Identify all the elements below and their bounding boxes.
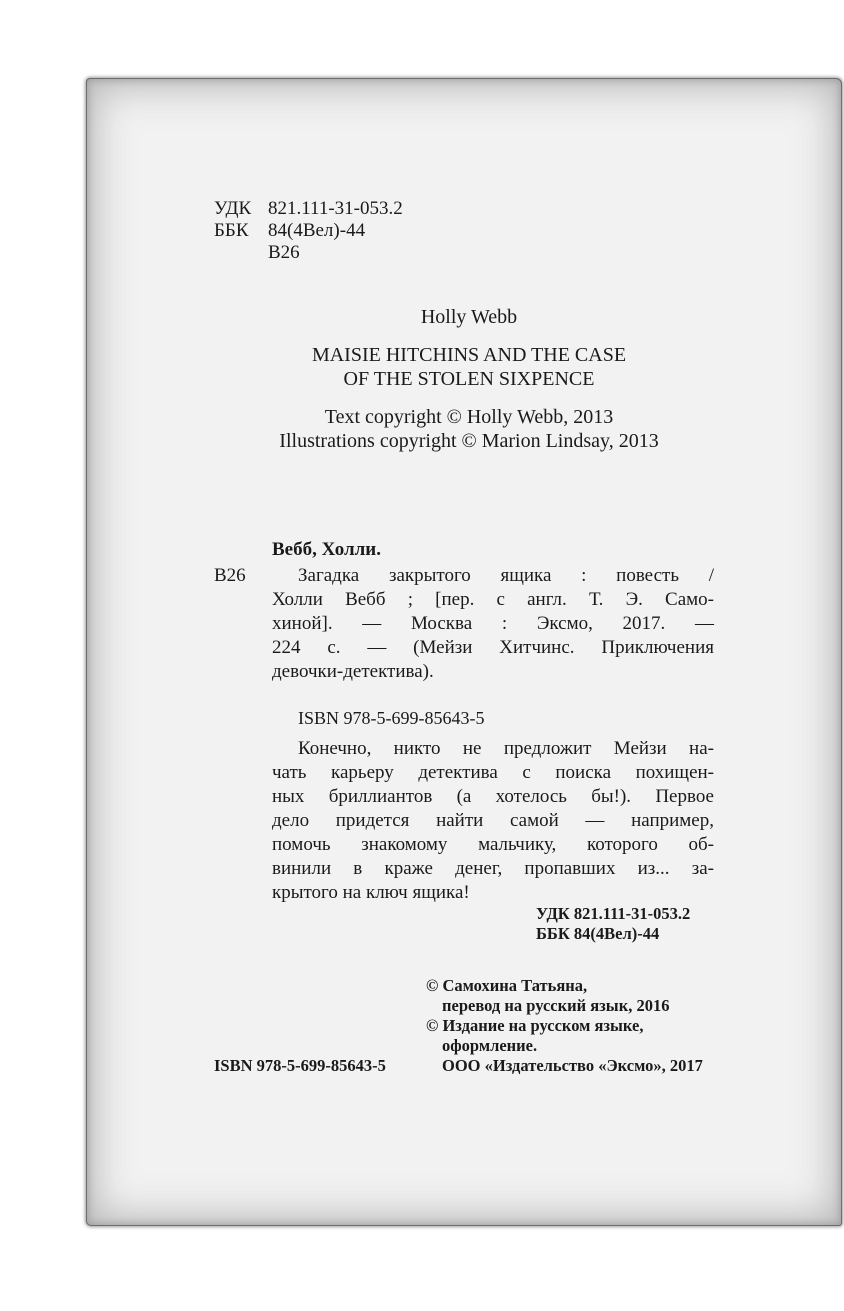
bib-desc-line: девочки-детектива). (272, 661, 434, 682)
annotation-line: чать карьеру детектива с поиска похищен- (272, 762, 714, 783)
copyright-line3: © Издание на русском языке, (426, 1016, 644, 1035)
original-title (214, 343, 724, 391)
bib-heading: Вебб, Холли. (272, 539, 382, 560)
bib-isbn: ISBN 978-5-699-85643-5 (298, 708, 485, 728)
annotation-line: крытого на ключ ящика! (272, 882, 470, 903)
copyright-block (426, 976, 703, 1076)
bib-desc-line: Холли Вебб ; [пер. с англ. Т. Э. Само- (272, 589, 714, 610)
copyright-line2: перевод на русский язык, 2016 (442, 996, 670, 1015)
bib-desc-line: Загадка закрытого ящика : повесть / (298, 565, 714, 586)
bbk-line (214, 220, 403, 242)
udk-label: УДК (214, 198, 252, 219)
isbn-bottom: ISBN 978-5-699-85643-5 (214, 1056, 386, 1075)
udk-line (214, 198, 403, 220)
copyright-line1: © Самохина Татьяна, (426, 976, 588, 995)
classification-top (214, 198, 403, 264)
annotation-line: винили в краже денег, пропавших из... за- (272, 858, 714, 879)
copyright-line4: оформление. (442, 1036, 538, 1055)
bib-sign: В26 (214, 565, 246, 586)
author-sign-line (214, 242, 403, 264)
annotation-line: ных бриллиантов (а хотелось бы!). Первое (272, 786, 714, 807)
annotation-line: помочь знакомому мальчику, которого об- (272, 834, 714, 855)
original-copyright (214, 405, 724, 453)
original-title-line2: OF THE STOLEN SIXPENCE (343, 368, 595, 390)
annotation-line: Конечно, никто не предложит Мейзи на- (298, 738, 714, 759)
classification-bottom (536, 904, 690, 944)
author-sign: В26 (268, 242, 300, 263)
original-author: Holly Webb (420, 306, 518, 328)
copyright-illustrations: Illustrations copyright © Marion Lindsay, 2013 (279, 430, 659, 452)
udk-bottom: УДК 821.111-31-053.2 (536, 904, 691, 923)
bib-description (272, 564, 714, 684)
annotation-line: дело придется найти самой — например, (272, 810, 714, 831)
copyright-line5: ООО «Издательство «Эксмо», 2017 (442, 1056, 703, 1075)
bbk-label: ББК (214, 220, 249, 241)
copyright-text: Text copyright © Holly Webb, 2013 (324, 406, 614, 428)
bib-desc-line: 224 с. — (Мейзи Хитчинс. Приключения (272, 637, 714, 658)
original-title-line1: MAISIE HITCHINS AND THE CASE (311, 344, 627, 366)
bbk-value: 84(4Вел)-44 (268, 220, 366, 241)
bib-annotation (272, 737, 714, 905)
bib-desc-line: хиной]. — Москва : Эксмо, 2017. — (272, 613, 714, 634)
udk-value: 821.111-31-053.2 (268, 198, 403, 219)
bbk-bottom: ББК 84(4Вел)-44 (536, 924, 660, 943)
